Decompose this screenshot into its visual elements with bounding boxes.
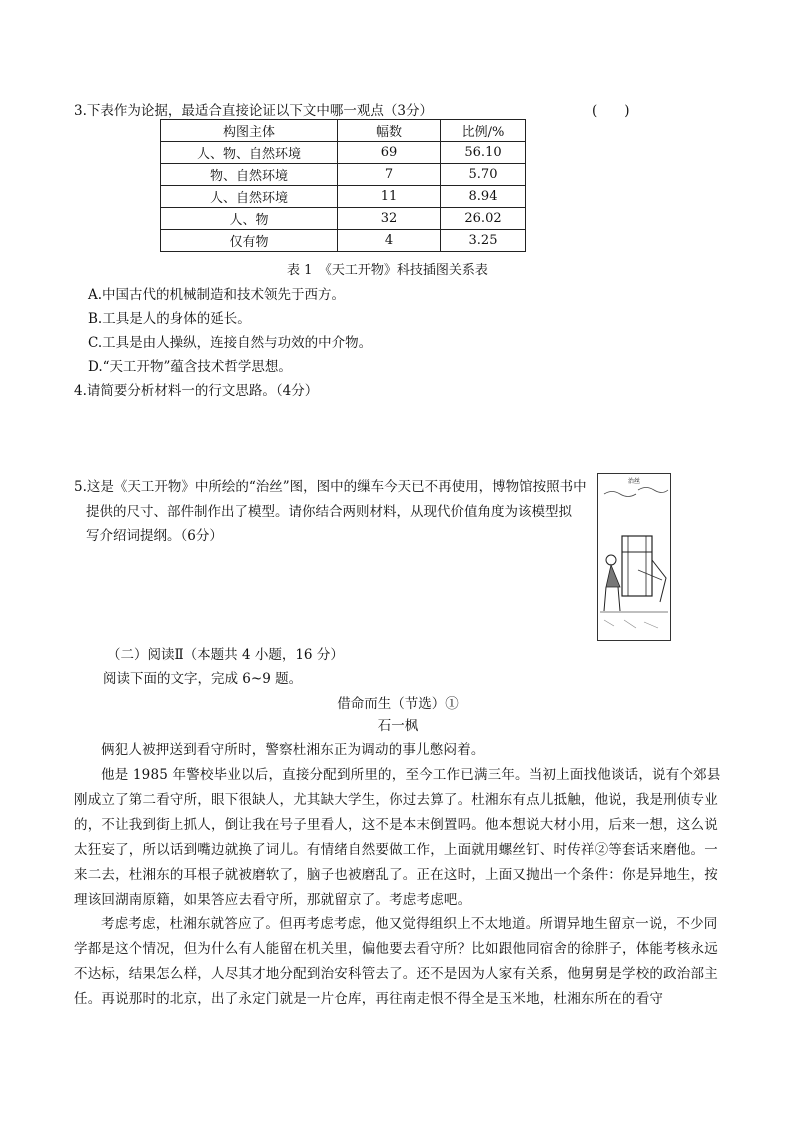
table-cell: 人、物 [161,208,338,230]
weaver-legs [604,587,620,611]
table-row [161,208,526,230]
cloud-line [604,492,636,497]
treadle [652,560,666,602]
table-header-cell: 幅数 [338,120,441,142]
table-row [161,186,526,208]
reading-instruction: 阅读下面的文字，完成 6~9 题。 [103,671,303,687]
passage-paragraph: 考虑考虑，杜湘东就答应了。但再考虑考虑，他又觉得组织上不太地道。所谓异地生留京一说，不少同学都是这个情况，但为什么有人能留在机关里，偏他要去看守所？比如跟他同宿舍的徐胖子，体能考核永远不达标，结果怎么样，人尽其才地分配到治安科管去了。还不是因为人家有关系，他舅舅是学校的政治部主任。再说那时的北京，出了永定门就是一片仓库，再往南走恨不得全是玉米地，杜湘东所在的看守 [74,916,718,1007]
table-cell: 69 [338,142,441,164]
cloud-line [638,488,668,493]
ground-hatch [604,620,658,628]
table-cell: 56.10 [441,142,526,164]
weaver-body [606,565,620,587]
passage-paragraph: 俩犯人被押送到看守所时，警察杜湘东正为调动的事儿憋闷着。 [101,742,485,758]
option-a: A.中国古代的机械制造和技术领先于西方。 [88,287,346,303]
table-cell: 3.25 [441,230,526,252]
table-cell: 26.02 [441,208,526,230]
table-row [161,142,526,164]
table-cell: 7 [338,164,441,186]
question-5-line: 写介绍词提纲。（6分） [86,528,223,544]
table-cell: 4 [338,230,441,252]
table-caption: 表 1 《天工开物》科技插图关系表 [287,263,488,278]
table-cell: 人、自然环境 [161,186,338,208]
option-c: C.工具是由人操纵，连接自然与功效的中介物。 [88,335,373,351]
question-4-stem: 4.请简要分析材料一的行文思路。（4分） [74,383,319,399]
table-header-cell: 构图主体 [161,120,338,142]
question-3-stem: 3.下表作为论据，最适合直接论证以下文中哪一观点（3分） [74,103,433,119]
loom-frame [622,536,652,596]
table-cell: 11 [338,186,441,208]
table-cell: 人、物、自然环境 [161,142,338,164]
table-row [161,230,526,252]
table-header-row [161,120,526,142]
question-5-line: 5.这是《天工开物》中所绘的“治丝”图，图中的缫车今天已不再使用，博物馆按照书中 [74,479,587,495]
table-cell: 32 [338,208,441,230]
table-cell: 物、自然环境 [161,164,338,186]
passage-author: 石一枫 [377,718,419,734]
loom-drawing [598,474,670,640]
passage-paragraph: 他是 1985 年警校毕业以后，直接分配到所里的，至今工作已满三年。当初上面找他谈话，说有个郊县刚成立了第二看守所，眼下很缺人，尤其缺大学生，你过去算了。杜湘东有点儿抵触，他说，我是刑侦专业的，不让我到街上抓人，倒让我在号子里看人，这不是本末倒置吗。他本想说大材小用，后来一想，这么说太狂妄了，所以话到嘴边就换了词儿。有情绪自然要做工作，上面就用螺丝钉、时传祥②等套话来磨他。一来二去，杜湘东的耳根子就被磨软了，脑子也被磨乱了。正在这时，上面又抛出一个条件：你是异地生，按理该回湖南原籍，如果答应去看守所，那就留京了。考虑考虑吧。 [74,767,721,908]
table-header-cell: 比例/% [441,120,526,142]
table-cell: 仅有物 [161,230,338,252]
table-cell: 8.94 [441,186,526,208]
answer-parentheses: ( ) [592,103,630,119]
reeling-illustration [597,473,671,641]
table-row [161,164,526,186]
option-b: B.工具是人的身体的延长。 [88,311,251,327]
question-5-line: 提供的尺寸、部件制作出了模型。请你结合两则材料，从现代价值角度为该模型拟 [86,504,572,520]
weaver-head [606,555,616,565]
option-d: D.“天工开物”蕴含技术哲学思想。 [88,359,292,375]
thread [638,570,662,580]
section-heading: （二）阅读Ⅱ（本题共 4 小题，16 分） [107,647,344,663]
table-cell: 5.70 [441,164,526,186]
composition-table [160,119,526,252]
illustration-label: 治丝 [627,478,641,485]
passage-title: 借命而生（节选）① [337,696,459,712]
